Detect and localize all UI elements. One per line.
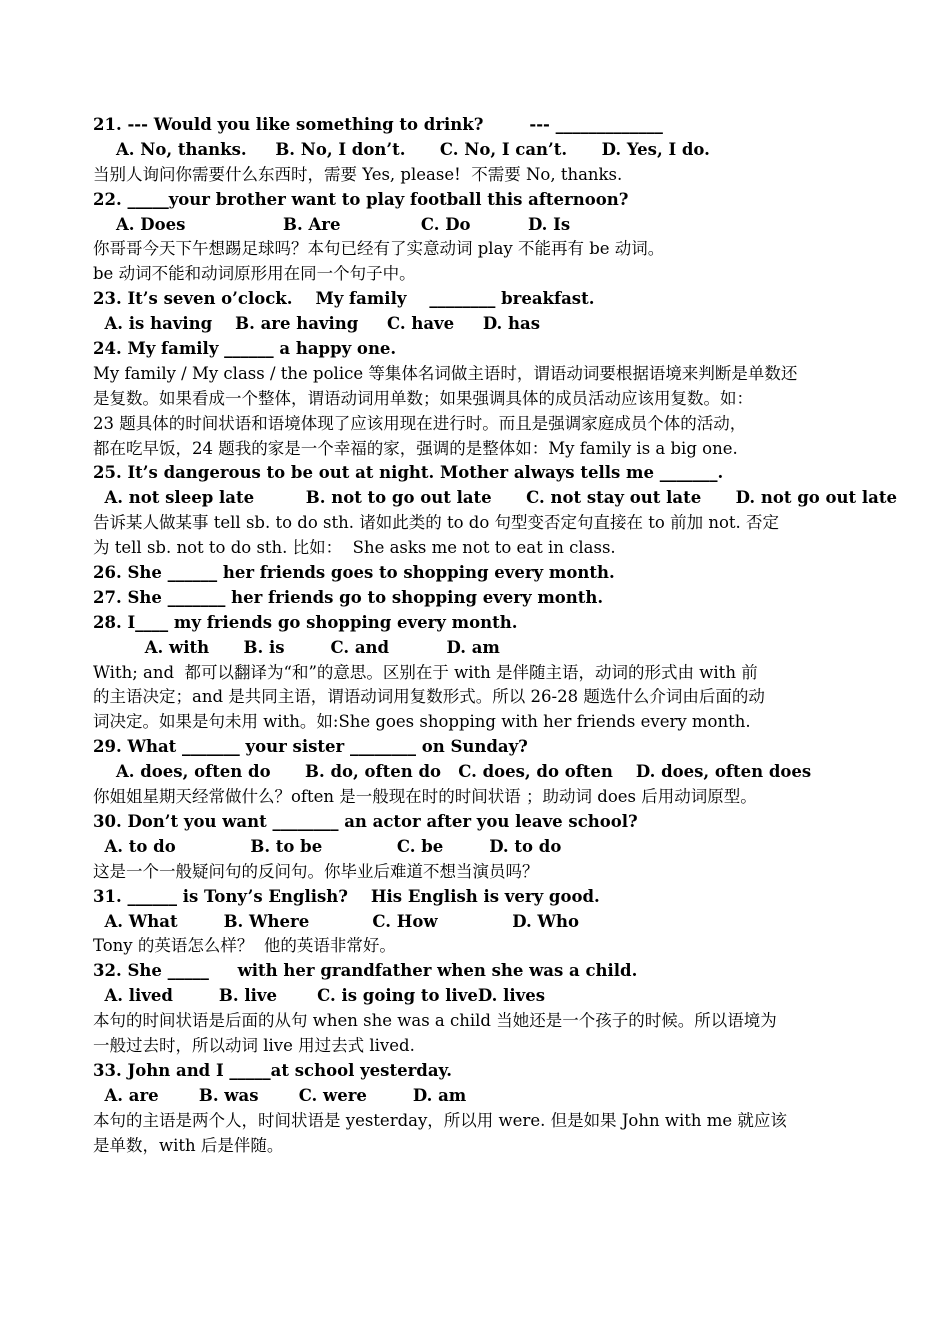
explanation-line: 本句的时间状语是后面的从句 when she was a child 当她还是一个孩子的时候。所以语境为 <box>93 1011 777 1031</box>
explanation-line: With; and 都可以翻译为“和”的意思。区别在于 with 是伴随主语，动词的形式由 with 前 <box>93 662 758 682</box>
explanation-line: 词决定。如果是句未用 with。如:She goes shopping with her friends every month. <box>93 712 751 732</box>
options-line: A. is having B. are having C. have D. has <box>93 314 541 334</box>
question-line: 26. She ______ her friends goes to shopping every month. <box>93 563 615 583</box>
options-line: A. with B. is C. and D. am <box>93 637 500 657</box>
options-line: A. to do B. to be C. be D. to do <box>93 836 562 856</box>
question-line: 33. John and I _____at school yesterday. <box>93 1060 452 1080</box>
question-line: 23. It’s seven o’clock. My family ________ breakfast. <box>93 289 595 309</box>
explanation-line: 都在吃早饭，24 题我的家是一个幸福的家，强调的是整体如：My family is a big one. <box>93 438 738 458</box>
explanation-line: 告诉某人做某事 tell sb. to do sth. 诸如此类的 to do 句型变否定句直接在 to 前加 not. 否定 <box>93 513 779 533</box>
explanation-line: Tony 的英语怎么样？ 他的英语非常好。 <box>93 936 396 956</box>
document-body <box>93 113 897 1158</box>
options-line: A. are B. was C. were D. am <box>93 1085 467 1105</box>
question-line: 25. It’s dangerous to be out at night. Mother always tells me _______. <box>93 463 724 483</box>
question-line: 31. ______ is Tony’s English? His English is very good. <box>93 886 600 906</box>
question-line: 28. I____ my friends go shopping every month. <box>93 612 518 632</box>
explanation-line: 你哥哥今天下午想踢足球吗？本句已经有了实意动词 play 不能再有 be 动词。 <box>93 239 665 259</box>
explanation-line: My family / My class / the police 等集体名词做主语时，谓语动词要根据语境来判断是单数还 <box>93 363 798 383</box>
options-line: A. Does B. Are C. Do D. Is <box>93 214 571 234</box>
question-line: 32. She _____ with her grandfather when she was a child. <box>93 961 638 981</box>
explanation-line: 你姐姐星期天经常做什么？often 是一般现在时的时间状语 ；助动词 does 后用动词原型。 <box>93 787 757 807</box>
explanation-line: 是复数。如果看成一个整体，谓语动词用单数；如果强调具体的成员活动应该用复数。如： <box>93 388 753 408</box>
explanation-line: 当别人询问你需要什么东西时，需要 Yes, please! 不需要 No, thanks. <box>93 164 623 184</box>
explanation-line: 为 tell sb. not to do sth. 比如： She asks me not to eat in class. <box>93 538 616 558</box>
explanation-line: 本句的主语是两个人，时间状语是 yesterday，所以用 were. 但是如果 John with me 就应该 <box>93 1110 787 1130</box>
question-line: 27. She _______ her friends go to shopping every month. <box>93 587 604 607</box>
options-line: A. lived B. live C. is going to liveD. lives <box>93 986 545 1006</box>
explanation-line: 是单数，with 后是伴随。 <box>93 1135 284 1155</box>
explanation-line: 一般过去时，所以动词 live 用过去式 lived. <box>93 1035 415 1055</box>
question-line: 21. --- Would you like something to drink? --- _____________ <box>93 115 663 134</box>
options-line: A. does, often do B. do, often do C. does, do often D. does, often does <box>93 762 812 782</box>
options-line: A. not sleep late B. not to go out late C. not stay out late D. not go out late <box>93 488 897 508</box>
options-line: A. No, thanks. B. No, I don’t. C. No, I can’t. D. Yes, I do. <box>93 139 710 159</box>
question-line: 29. What _______ your sister ________ on Sunday? <box>93 737 528 757</box>
explanation-line: 23 题具体的时间状语和语境体现了应该用现在进行时。而且是强调家庭成员个体的活动， <box>93 413 747 433</box>
options-line: A. What B. Where C. How D. Who <box>93 911 579 931</box>
question-line: 30. Don’t you want ________ an actor after you leave school? <box>93 811 638 831</box>
question-line: 22. _____your brother want to play football this afternoon? <box>93 189 629 209</box>
explanation-line: be 动词不能和动词原形用在同一个句子中。 <box>93 264 416 284</box>
explanation-line: 的主语决定；and 是共同主语，谓语动词用复数形式。所以 26-28 题选什么介词由后面的动 <box>93 687 765 707</box>
explanation-line: 这是一个一般疑问句的反问句。你毕业后难道不想当演员吗？ <box>93 861 539 881</box>
question-line: 24. My family ______ a happy one. <box>93 339 397 359</box>
